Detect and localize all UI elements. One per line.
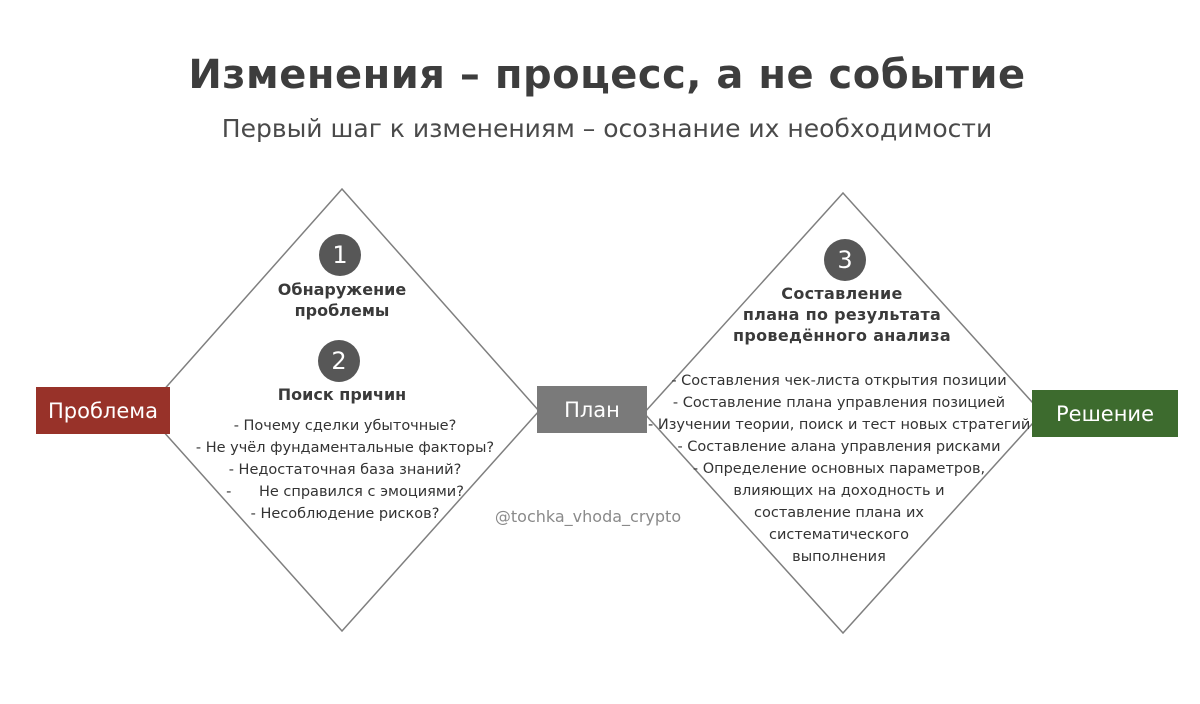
list-item: - Недостаточная база знаний? — [228, 462, 462, 478]
solution-box: Решение — [1032, 390, 1178, 437]
step-3-badge: 3 — [824, 239, 866, 281]
list-item: - Почему сделки убыточные? — [233, 418, 457, 434]
plan-list — [648, 370, 1030, 568]
watermark-handle: @tochka_vhoda_crypto — [494, 507, 682, 526]
step-1-badge: 1 — [319, 234, 361, 276]
list-item: - Не справился с эмоциями? — [226, 484, 464, 500]
list-item: систематического — [768, 527, 909, 543]
list-item: - Изучении теории, поиск и тест новых стратегий — [648, 417, 1031, 433]
step-2-badge: 2 — [318, 340, 360, 382]
list-item: составление плана их — [754, 505, 924, 521]
problem-box: Проблема — [36, 387, 170, 434]
list-item: - Составление алана управления рисками — [677, 439, 1001, 455]
list-item: влияющих на доходность и — [733, 483, 945, 499]
step-1-heading-line: проблемы — [294, 301, 390, 320]
step-3-heading-line: плана по результата — [742, 305, 942, 324]
step-3-heading — [702, 283, 982, 346]
plan-box: План — [537, 386, 647, 433]
step-3-heading-line: Составление — [781, 284, 903, 303]
list-item: - Определение основных параметров, — [692, 461, 986, 477]
step-2-heading: Поиск причин — [277, 385, 407, 404]
list-item: - Составление плана управления позицией — [672, 395, 1006, 411]
list-item: - Несоблюдение рисков? — [250, 506, 440, 522]
page-subtitle: Первый шаг к изменениям – осознание их необходимости — [221, 114, 993, 143]
list-item: - Не учёл фундаментальные факторы? — [195, 440, 495, 456]
list-item: - Составления чек-листа открытия позиции — [671, 373, 1007, 389]
step-3-heading-line: проведённого анализа — [733, 326, 951, 345]
causes-list — [180, 415, 510, 525]
step-1-heading-line: Обнаружение — [277, 280, 407, 299]
list-item: выполнения — [792, 549, 886, 565]
page-title: Изменения – процесс, а не событие — [188, 52, 1026, 98]
step-1-heading — [242, 279, 442, 321]
